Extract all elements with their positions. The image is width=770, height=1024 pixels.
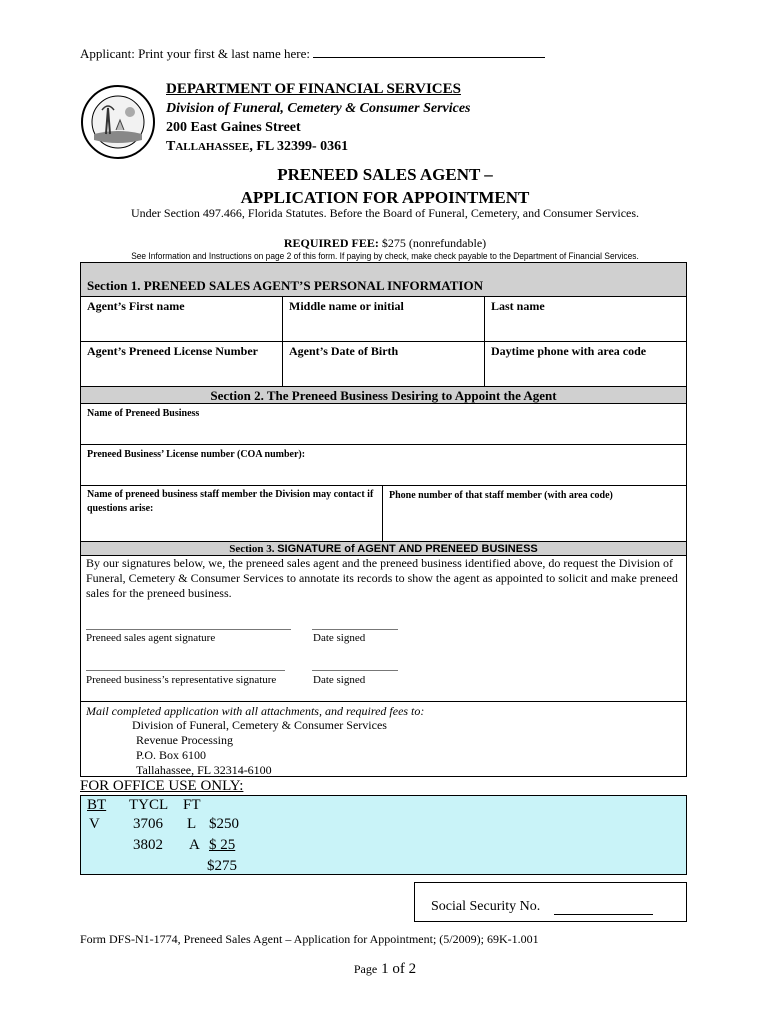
section2-header xyxy=(80,386,687,404)
staff-phone-field[interactable]: Phone number of that staff member (with area code) xyxy=(382,485,687,542)
ssn-field[interactable] xyxy=(554,899,653,915)
agent-signature-line[interactable] xyxy=(86,629,291,630)
amount-total: $275 xyxy=(207,858,237,874)
section1-header xyxy=(80,262,687,297)
dept-name: DEPARTMENT OF FINANCIAL SERVICES xyxy=(166,81,461,97)
mail-intro: Mail completed application with all attachments, and required fees to: xyxy=(86,704,425,718)
agent-license-field[interactable]: Agent’s Preneed License Number xyxy=(80,341,283,387)
row-l: L xyxy=(187,816,197,832)
page-number: Page 1 of 2 xyxy=(353,961,417,977)
date1-label: Date signed xyxy=(313,632,366,644)
mail-block xyxy=(80,701,687,778)
florida-seal xyxy=(80,84,156,160)
section2-title: Section 2. The Preneed Business Desiring to Appoint the Agent xyxy=(210,388,557,403)
form-id: Form DFS-N1-1774, Preneed Sales Agent – Application for Appointment; (5/2009); 69K-1.001 xyxy=(80,932,539,946)
applicant-label: Applicant: Print your first & last name here: xyxy=(80,46,310,61)
code-3802: 3802 xyxy=(133,837,163,853)
col-tycl: TYCL xyxy=(129,797,169,813)
title-line2: APPLICATION FOR APPOINTMENT xyxy=(240,188,530,207)
business-name-field[interactable]: Name of Preneed Business xyxy=(80,403,687,445)
staff-name-field[interactable]: Name of preneed business staff member the Division may contact if questions arise: xyxy=(80,485,383,542)
applicant-line xyxy=(80,44,545,62)
col-bt: BT xyxy=(87,797,107,813)
agent-signature-label: Preneed sales agent signature xyxy=(86,632,216,644)
business-signature-label: Preneed business’s representative signature xyxy=(86,674,277,686)
form-title xyxy=(0,163,770,209)
mail-address: Division of Funeral, Cemetery & Consumer Services Revenue Processing P.O. Box 6100 Tallahassee, FL 32314-6100 xyxy=(132,718,387,777)
ssn-label: Social Security No. xyxy=(431,899,541,914)
division-name: Division of Funeral, Cemetery & Consumer Services xyxy=(166,101,471,116)
date1-line[interactable] xyxy=(312,629,398,630)
amount-25: $ 25 xyxy=(209,837,236,853)
agent-last-name-field[interactable]: Last name xyxy=(484,296,687,342)
amount-250: $250 xyxy=(209,816,239,832)
agent-dob-field[interactable]: Agent’s Date of Birth xyxy=(282,341,485,387)
street-address: 200 East Gaines Street xyxy=(166,120,301,135)
agent-phone-field[interactable]: Daytime phone with area code xyxy=(484,341,687,387)
fee-line: REQUIRED FEE: $275 (nonrefundable) xyxy=(283,236,487,250)
office-use-box xyxy=(80,795,687,875)
section3-title: SIGNATURE of AGENT AND PRENEED BUSINESS xyxy=(277,543,538,555)
section3-header: Section 3. SIGNATURE of AGENT AND PRENEED BUSINESS xyxy=(80,541,687,556)
instructions-line: See Information and Instructions on page 2 of this form. If paying by check, make check payable to the Department of Financial Services. xyxy=(131,251,639,261)
ssn-box xyxy=(414,882,687,922)
agent-first-name-field[interactable]: Agent’s First name xyxy=(80,296,283,342)
business-license-field[interactable]: Preneed Business’ License number (COA number): xyxy=(80,444,687,486)
section1-title: Section 1. PRENEED SALES AGENT’S PERSONAL INFORMATION xyxy=(87,278,483,293)
statute-line: Under Section 497.466, Florida Statutes. Before the Board of Funeral, Cemetery, and Consumer Services. xyxy=(130,206,640,220)
col-ft: FT xyxy=(183,797,201,813)
row-a: A xyxy=(189,837,200,853)
applicant-name-field[interactable] xyxy=(313,44,545,58)
section3-body: By our signatures below, we, the preneed sales agent and the preneed business identified above, do request the Division of Funeral, Cemetery & Consumer Services to annotate its records to show the agent as appointed to solicit and make preneed sales for the preneed business. xyxy=(86,556,678,600)
date2-line[interactable] xyxy=(312,670,398,671)
date2-label: Date signed xyxy=(313,674,366,686)
agent-middle-name-field[interactable]: Middle name or initial xyxy=(282,296,485,342)
department-header xyxy=(166,80,471,157)
office-use-heading: FOR OFFICE USE ONLY: xyxy=(80,778,244,794)
row-v: V xyxy=(89,816,100,832)
business-signature-line[interactable] xyxy=(86,670,285,671)
code-3706: 3706 xyxy=(133,816,163,832)
city-line: TALLAHASSEE, FL 32399- 0361 xyxy=(166,139,349,154)
title-line1: PRENEED SALES AGENT – xyxy=(277,165,493,184)
